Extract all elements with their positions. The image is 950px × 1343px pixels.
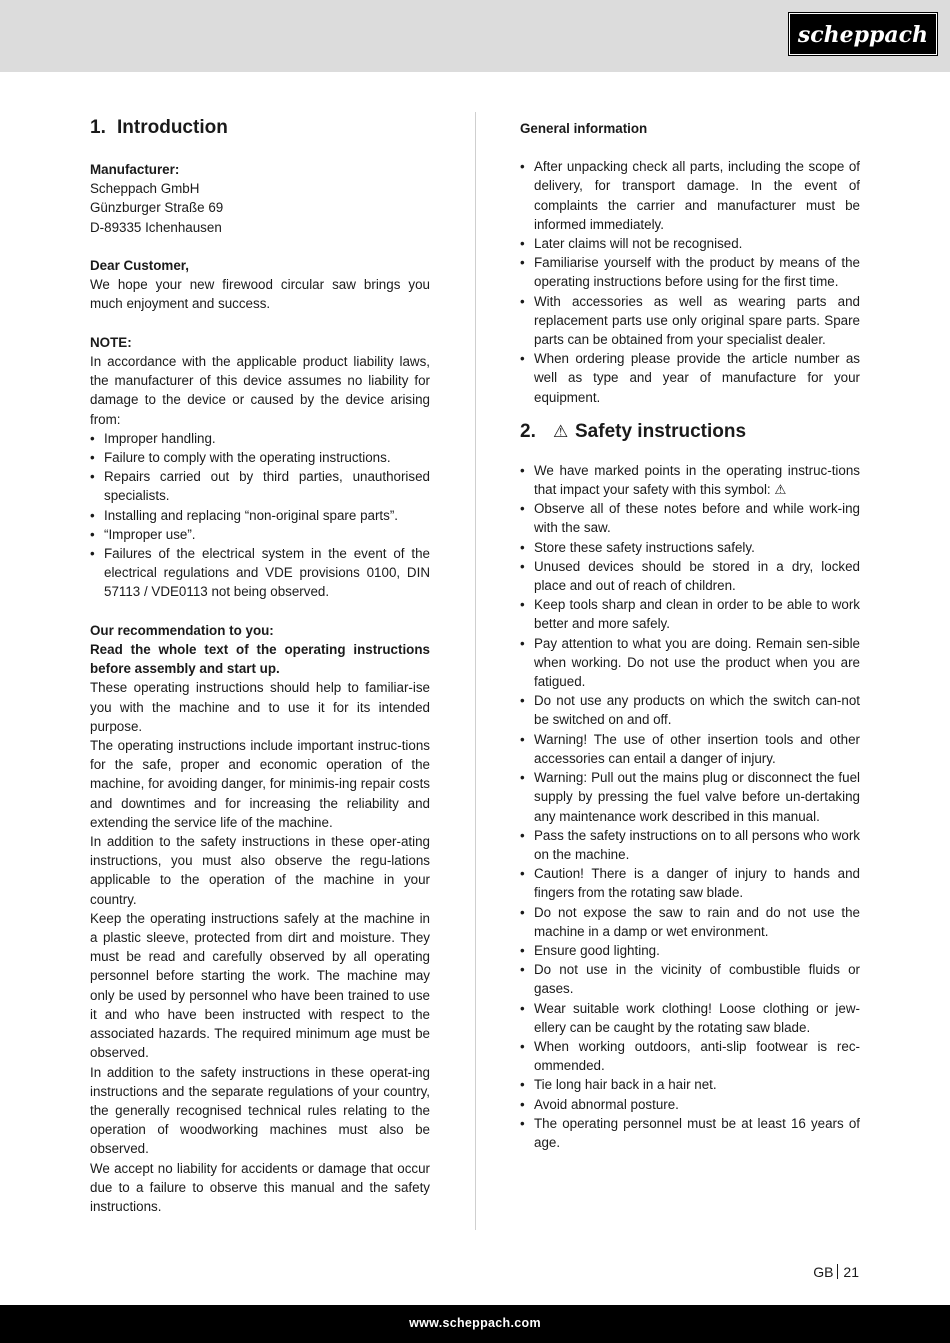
list-item: • Failure to comply with the operating instructions. [90, 448, 430, 467]
list-item: • “Improper use”. [90, 525, 430, 544]
manufacturer-label: Manufacturer: [90, 162, 180, 177]
general-info-list [520, 157, 860, 407]
paragraph: We accept no liability for accidents or damage that occur due to a failure to observe this manual and the safety instructions. [90, 1160, 430, 1214]
list-item: • Observe all of these notes before and while work-ing with the saw. [520, 499, 860, 537]
note-list [90, 429, 430, 602]
list-item: • With accessories as well as wearing parts and replacement parts use only original spare parts. Spare parts can be obtained from your specialist dealer. [520, 292, 860, 350]
safety-title: Safety instructions [575, 420, 747, 442]
list-item: • The operating personnel must be at least 16 years of age. [520, 1114, 860, 1152]
header-bar [0, 0, 950, 72]
dear-text: We hope your new firewood circular saw brings you much enjoyment and success. [90, 277, 430, 312]
warning-triangle-icon: ⚠ [553, 421, 569, 441]
general-info-title: General information [520, 121, 648, 136]
recommendation-label: Our recommendation to you: [90, 622, 274, 638]
footer-bar [0, 1305, 950, 1343]
page-number [813, 1264, 859, 1280]
right-column [520, 112, 860, 1152]
list-item: • When ordering please provide the article number as well as type and year of manufacture for your equipment. [520, 349, 860, 407]
list-item: • Store these safety instructions safely. [520, 538, 860, 557]
list-item: • We have marked points in the operating instruc-tions that impact your safety with this symbol: ⚠ [520, 461, 860, 499]
scheppach-logo: scheppach [789, 13, 937, 55]
paragraph: The operating instructions include important instruc-tions for the safe, proper and economic operation of the machine, for avoiding danger, for minimis-ing repair costs and downtimes and for increasing the reliability and extending the service life of the machine. [90, 738, 430, 830]
safety-list [520, 461, 860, 1152]
list-item: • Warning! The use of other insertion tools and other accessories can entail a danger of injury. [520, 730, 860, 768]
paragraph: These operating instructions should help to familiar-ise you with the machine and to use it for its intended purpose. [90, 680, 430, 734]
list-item: • Later claims will not be recognised. [520, 234, 860, 253]
dear-label: Dear Customer, [90, 258, 189, 273]
list-item: • Avoid abnormal posture. [520, 1095, 860, 1114]
list-item: • Do not use any products on which the switch can-not be switched on and off. [520, 691, 860, 729]
list-item: • Ensure good lighting. [520, 941, 860, 960]
list-item: • Familiarise yourself with the product by means of the operating instructions before using for the first time. [520, 253, 860, 291]
list-item: • Unused devices should be stored in a dry, locked place and out of reach of children. [520, 557, 860, 595]
paragraph: In addition to the safety instructions in these operat-ing instructions and the separate regulations of your country, the generally recognised technical rules relating to the operation of woodworking machines must also be observed. [90, 1064, 430, 1157]
manufacturer-line: Günzburger Straße 69 [90, 200, 224, 216]
column-divider [475, 112, 476, 1230]
list-item: • When working outdoors, anti-slip footwear is rec-ommended. [520, 1037, 860, 1075]
list-item: • Installing and replacing “non-original spare parts”. [90, 506, 430, 525]
list-item: • Do not expose the saw to rain and do not use the machine in a damp or wet environment. [520, 903, 860, 941]
manufacturer-line: D-89335 Ichenhausen [90, 219, 222, 235]
list-item: • Wear suitable work clothing! Loose clothing or jew-ellery can be caught by the rotating saw blade. [520, 999, 860, 1037]
note-label: NOTE: [90, 334, 132, 350]
list-item: • Pass the safety instructions on to all persons who work on the machine. [520, 826, 860, 864]
paragraph: Keep the operating instructions safely at the machine in a plastic sleeve, protected from dirt and moisture. They must be read and carefully observed by all operating personnel before starting the work. The machine may only be used by personnel who have been trained to use it and who have been instructed with respect to the associated hazards. The required minimum age must be observed. [90, 910, 430, 1061]
paragraph: In addition to the safety instructions in these oper-ating instructions, you must also observe the regu-lations applicable to the operation of the machine in your country. [90, 834, 430, 907]
footer-url[interactable]: www.scheppach.com [409, 1316, 541, 1330]
list-item: • After unpacking check all parts, including the scope of delivery, for transport damage. In the event of complaints the carrier and manufacturer must be informed immediately. [520, 157, 860, 234]
page-num: 21 [843, 1264, 859, 1280]
intro-title: Introduction [117, 117, 228, 138]
intro-heading [90, 115, 430, 141]
list-item: • Caution! There is a danger of injury to hands and fingers from the rotating saw blade. [520, 864, 860, 902]
list-item: • Pay attention to what you are doing. Remain sen-sible when working. Do not use the product when you are fatigued. [520, 634, 860, 692]
safety-heading [520, 419, 860, 445]
left-column [90, 112, 430, 1216]
intro-number: 1. [90, 117, 106, 138]
list-item: • Tie long hair back in a hair net. [520, 1075, 860, 1094]
list-item: • Failures of the electrical system in the event of the electrical regulations and VDE provisions 0100, DIN 57113 / VDE0113 not being observed. [90, 544, 430, 602]
list-item: • Warning: Pull out the mains plug or disconnect the fuel supply by pressing the fuel valve before un-dertaking any maintenance work described in this manual. [520, 768, 860, 826]
page-separator [837, 1264, 838, 1279]
page-lang: GB [813, 1264, 834, 1280]
safety-number: 2. [520, 420, 536, 442]
manufacturer-line: Scheppach GmbH [90, 181, 200, 197]
list-item: • Keep tools sharp and clean in order to be able to work better and more safely. [520, 595, 860, 633]
list-item: • Repairs carried out by third parties, unauthorised specialists. [90, 467, 430, 505]
recommendation-bold: Read the whole text of the operating instructions before assembly and start up. [90, 642, 430, 677]
list-item: • Do not use in the vicinity of combustible fluids or gases. [520, 960, 860, 998]
note-text: In accordance with the applicable product liability laws, the manufacturer of this device assumes no liability for damage to the device or caused by the device arising from: [90, 354, 430, 427]
list-item: • Improper handling. [90, 429, 430, 448]
